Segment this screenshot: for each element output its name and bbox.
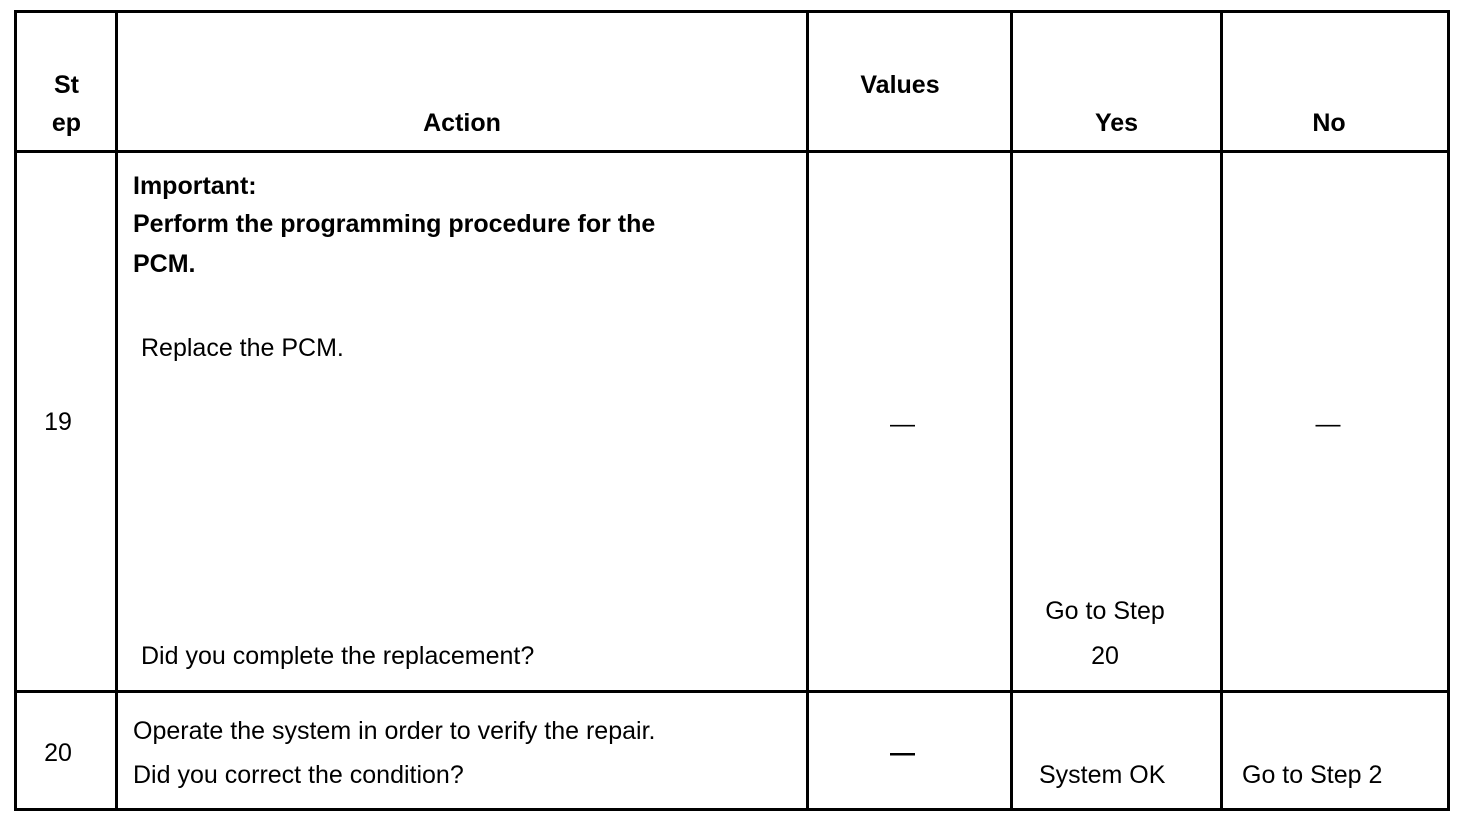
row-divider — [14, 690, 1450, 693]
row-19-important-label: Important: — [133, 172, 257, 200]
header-action: Action — [423, 109, 501, 137]
row-19-instruction: Replace the PCM. — [141, 334, 344, 362]
row-20-no: Go to Step 2 — [1242, 761, 1383, 789]
row-20-question: Did you correct the condition? — [133, 761, 464, 789]
row-20-values: — — [890, 739, 915, 767]
row-19-important-line2: PCM. — [133, 250, 196, 278]
table-top-border — [14, 10, 1450, 13]
row-19-yes-line2: 20 — [1091, 642, 1119, 670]
row-19-important-line1: Perform the programming procedure for the — [133, 210, 656, 238]
table-left-border — [14, 10, 17, 811]
row-20-yes: System OK — [1039, 761, 1166, 789]
header-values: Values — [860, 71, 940, 99]
row-19-yes-line1: Go to Step — [1045, 597, 1165, 625]
row-20-instruction: Operate the system in order to verify the repair. — [133, 717, 656, 745]
header-divider — [14, 150, 1450, 153]
row-19-values: — — [890, 410, 915, 438]
row-19-step: 19 — [44, 408, 72, 436]
table-bottom-border — [14, 808, 1450, 811]
header-step-line1: St — [54, 71, 79, 99]
table-right-border — [1447, 10, 1450, 811]
row-19-no: — — [1315, 410, 1341, 438]
header-yes: Yes — [1094, 109, 1139, 137]
header-no: No — [1312, 109, 1346, 137]
header-step-line2: ep — [51, 109, 82, 137]
row-19-question: Did you complete the replacement? — [141, 642, 535, 670]
row-20-step: 20 — [44, 739, 72, 767]
